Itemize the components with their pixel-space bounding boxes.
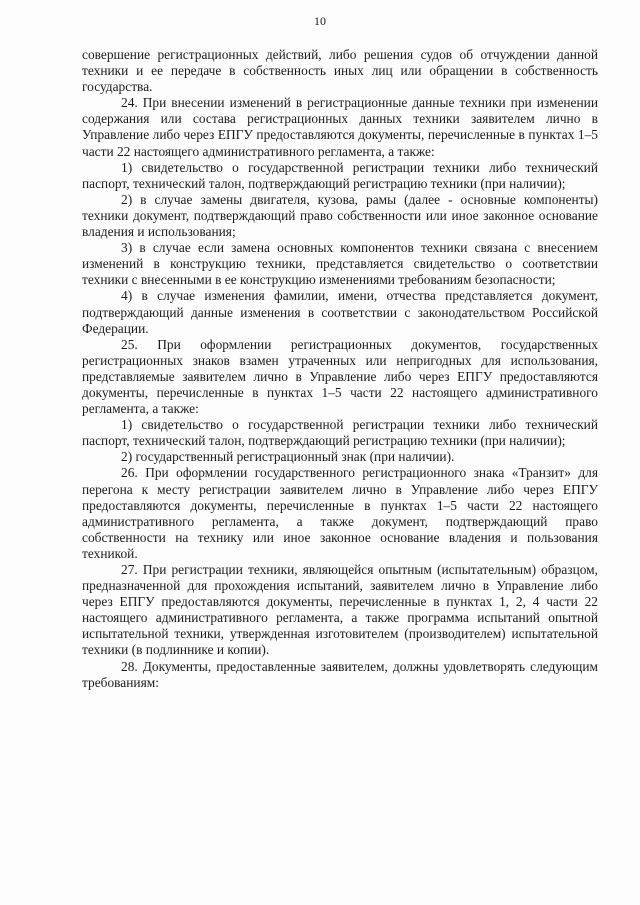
paragraph-24-item-4: 4) в случае изменения фамилии, имени, отчества представляется документ, подтверждающий данные изменения в соответствии с законодательством Российской Федерации. bbox=[82, 288, 598, 336]
paragraph-26: 26. При оформлении государственного регистрационного знака «Транзит» для перегона к месту регистрации заявителем лично в Управление либо через ЕПГУ предоставляются документы, перечисленные в пунктах 1–5 части 22 настоящего административного регламента, а также документ, подтверждающий право собственности на технику или иное законное основание владения и пользования техникой. bbox=[82, 465, 598, 561]
document-body bbox=[82, 47, 598, 691]
paragraph-continuation: совершение регистрационных действий, либо решения судов об отчуждении данной техники и ее передаче в собственность иных лиц или обращении в собственность государства. bbox=[82, 47, 598, 95]
page-number: 10 bbox=[314, 14, 326, 28]
paragraph-24-item-2: 2) в случае замены двигателя, кузова, рамы (далее - основные компоненты) техники документ, подтверждающий право собственности или иное законное основание владения и использования; bbox=[82, 191, 598, 240]
paragraph-25-item-1: 1) свидетельство о государственной регистрации техники либо технический паспорт, технический талон, подтверждающий регистрацию техники (при наличии); bbox=[82, 417, 598, 449]
paragraph-27: 27. При регистрации техники, являющейся опытным (испытательным) образцом, предназначенной для прохождения испытаний, заявителем лично в Управление либо через ЕПГУ предоставляются документы, перечисленные в пунктах 1, 2, 4 части 22 настоящего административного регламента, а также программа испытаний опытной испытательной техники, утвержденная изготовителем (производителем) испытательной техники (в подлиннике и копии). bbox=[82, 562, 598, 658]
paragraph-25: 25. При оформлении регистрационных документов, государственных регистрационных знаков взамен утраченных или непригодных для использования, представляемые заявителем лично в Управление либо через ЕПГУ предоставляются документы, перечисленные в пунктах 1–5 части 22 настоящего административного регламента, а также: bbox=[82, 336, 598, 417]
paragraph-28: 28. Документы, предоставленные заявителем, должны удовлетворять следующим требованиям: bbox=[82, 658, 598, 690]
paragraph-24-item-1: 1) свидетельство о государственной регистрации техники либо технический паспорт, технический талон, подтверждающий регистрацию техники (при наличии); bbox=[82, 159, 598, 191]
paragraph-24-item-3: 3) в случае если замена основных компонентов техники связана с внесением изменений в конструкцию техники, представляется свидетельство о соответствии техники с внесенными в ее конструкцию изменениями требованиям безопасности; bbox=[82, 240, 598, 288]
paragraph-25-item-2: 2) государственный регистрационный знак (при наличии). bbox=[121, 449, 455, 465]
paragraph-24: 24. При внесении изменений в регистрационные данные техники при изменении содержания или состава регистрационных данных техники заявителем лично в Управление либо через ЕПГУ предоставляются документы, перечисленные в пунктах 1–5 части 22 настоящего административного регламента, а также: bbox=[82, 95, 598, 159]
